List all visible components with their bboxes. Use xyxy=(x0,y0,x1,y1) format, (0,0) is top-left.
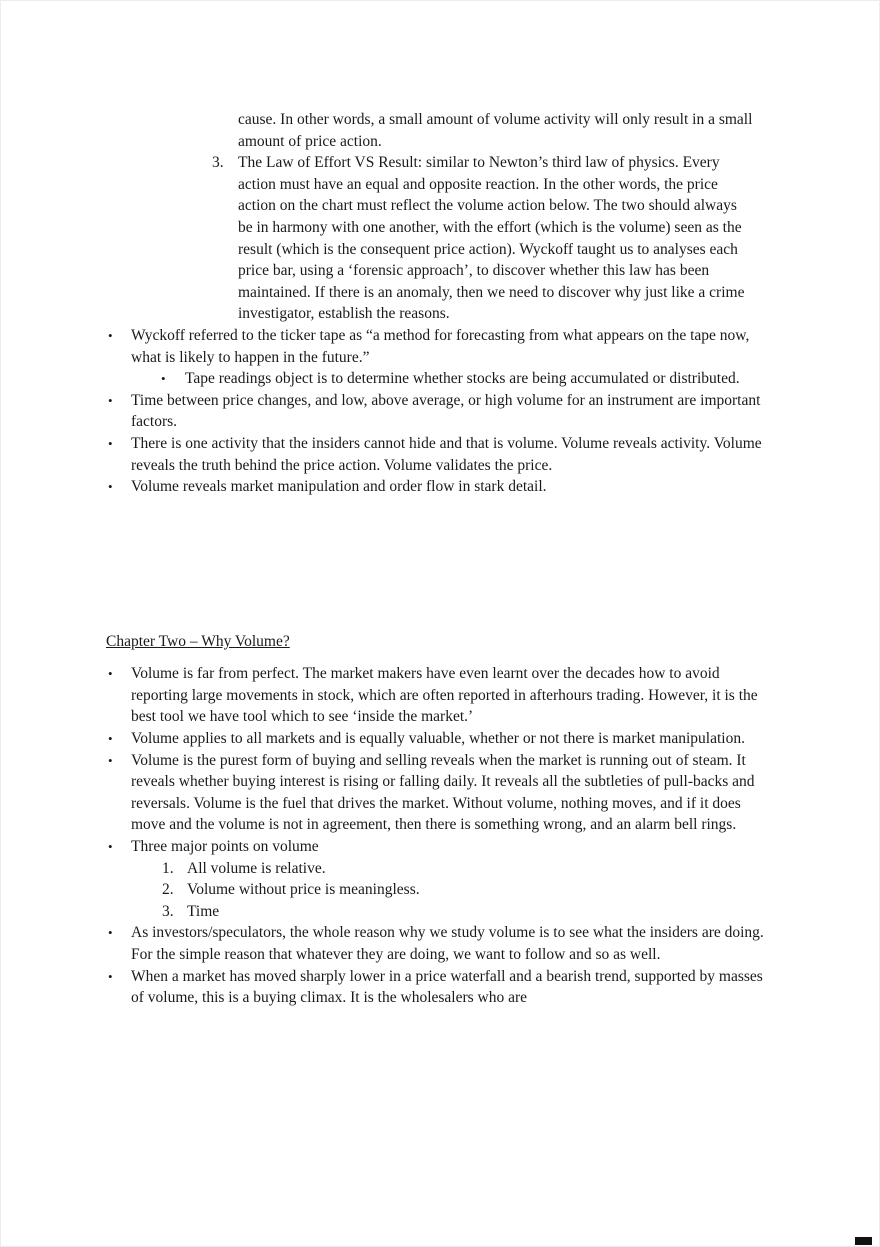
bullet-text: When a market has moved sharply lower in a price waterfall and a bearish trend, supported by masses of volume, this is a buying climax. It is the wholesalers who are xyxy=(131,967,763,1007)
list-text: All volume is relative. xyxy=(187,859,326,877)
bullet-icon: • xyxy=(108,435,113,451)
bullet-item-volume-purest-form xyxy=(108,750,879,836)
bullet-item-volume-far-from-perfect xyxy=(108,663,879,728)
bullet-text: Volume is the purest form of buying and selling reveals when the market is running out of steam. It reveals whether buying interest is rising or falling daily. It reveals all the subtleties of pull-backs and reversals. Volume is the fuel that drives the market. Without volume, nothing moves, and if it does move and the volume is not in agreement, then there is something wrong, and an alarm bell rings. xyxy=(131,751,755,834)
bullet-icon: • xyxy=(108,666,113,682)
bullet-item-volume-applies-all-markets xyxy=(108,728,879,750)
bullet-text: Volume reveals market manipulation and order flow in stark detail. xyxy=(131,478,547,496)
bullet-text: Volume is far from perfect. The market makers have even learnt over the decades how to avoid reporting large movements in stock, which are often reported in afterhours trading. However, it is the best tool we have tool which to see ‘inside the market.’ xyxy=(131,665,758,726)
bullet-icon: • xyxy=(108,752,113,768)
numbered-point-volume-without-price xyxy=(162,879,879,901)
bullet-text: Three major points on volume xyxy=(131,838,319,856)
bullet-item-buying-climax xyxy=(108,966,879,1009)
bullet-text: There is one activity that the insiders cannot hide and that is volume. Volume reveals activity. Volume reveals the truth behind the price action. Volume validates the price. xyxy=(131,434,762,474)
bullet-icon: • xyxy=(108,392,113,408)
bullet-item-volume-reveals-manipulation xyxy=(108,476,879,498)
list-number: 1. xyxy=(162,859,174,877)
bullet-text: Wyckoff referred to the ticker tape as “a method for forecasting from what appears on the tape now, what is likely to happen in the future.” xyxy=(131,326,750,366)
numbered-point-all-volume-relative xyxy=(162,858,879,880)
paragraph-continuation: cause. In other words, a small amount of volume activity will only result in a small amount of price action. xyxy=(238,111,753,150)
page-corner-artifact xyxy=(855,1237,872,1245)
bullet-item-three-major-points xyxy=(108,836,879,858)
list-text: Volume without price is meaningless. xyxy=(187,881,420,899)
numbered-item-effort-law xyxy=(212,152,879,325)
bullet-icon: • xyxy=(108,968,113,984)
bullet-icon: • xyxy=(108,327,113,343)
bullet-item-wyckoff-ticker-tape xyxy=(108,325,879,368)
bullet-item-tape-readings xyxy=(161,368,879,390)
list-number: 3. xyxy=(212,154,224,172)
bullet-item-insiders-cannot-hide-volume xyxy=(108,433,879,476)
list-text: The Law of Effort VS Result: similar to Newton’s third law of physics. Every action must have an equal and opposite reaction. In the other words, the price action on the chart must reflect the volume action below. The two should always be in harmony with one another, with the effort (which is the volume) seen as the result (which is the consequent price action). Wyckoff taught us to analyses each price bar, using a ‘forensic approach’, to discover whether this law has been maintained. If there is an anomaly, then we need to discover why just like a crime investigator, establish the reasons. xyxy=(238,154,745,323)
bullet-icon: • xyxy=(108,479,113,495)
list-text: Time xyxy=(187,902,220,920)
bullet-text: Volume applies to all markets and is equally valuable, whether or not there is market manipulation. xyxy=(131,730,745,748)
bullet-item-time-between-price-changes xyxy=(108,390,879,433)
bullet-item-investors-speculators xyxy=(108,922,879,965)
bullet-icon: • xyxy=(161,371,166,387)
chapter-heading: Chapter Two – Why Volume? xyxy=(106,632,290,650)
bullet-text: As investors/speculators, the whole reason why we study volume is to see what the insiders are doing. For the simple reason that whatever they are doing, we want to follow and so as well. xyxy=(131,924,764,963)
bullet-text: Tape readings object is to determine whether stocks are being accumulated or distributed. xyxy=(185,370,740,388)
bullet-icon: • xyxy=(108,925,113,941)
bullet-text: Time between price changes, and low, above average, or high volume for an instrument are important factors. xyxy=(131,391,761,431)
bullet-icon: • xyxy=(108,731,113,747)
list-number: 3. xyxy=(162,902,174,920)
numbered-point-time xyxy=(162,901,879,923)
bullet-icon: • xyxy=(108,839,113,855)
list-number: 2. xyxy=(162,881,174,899)
document-content xyxy=(1,109,879,1009)
